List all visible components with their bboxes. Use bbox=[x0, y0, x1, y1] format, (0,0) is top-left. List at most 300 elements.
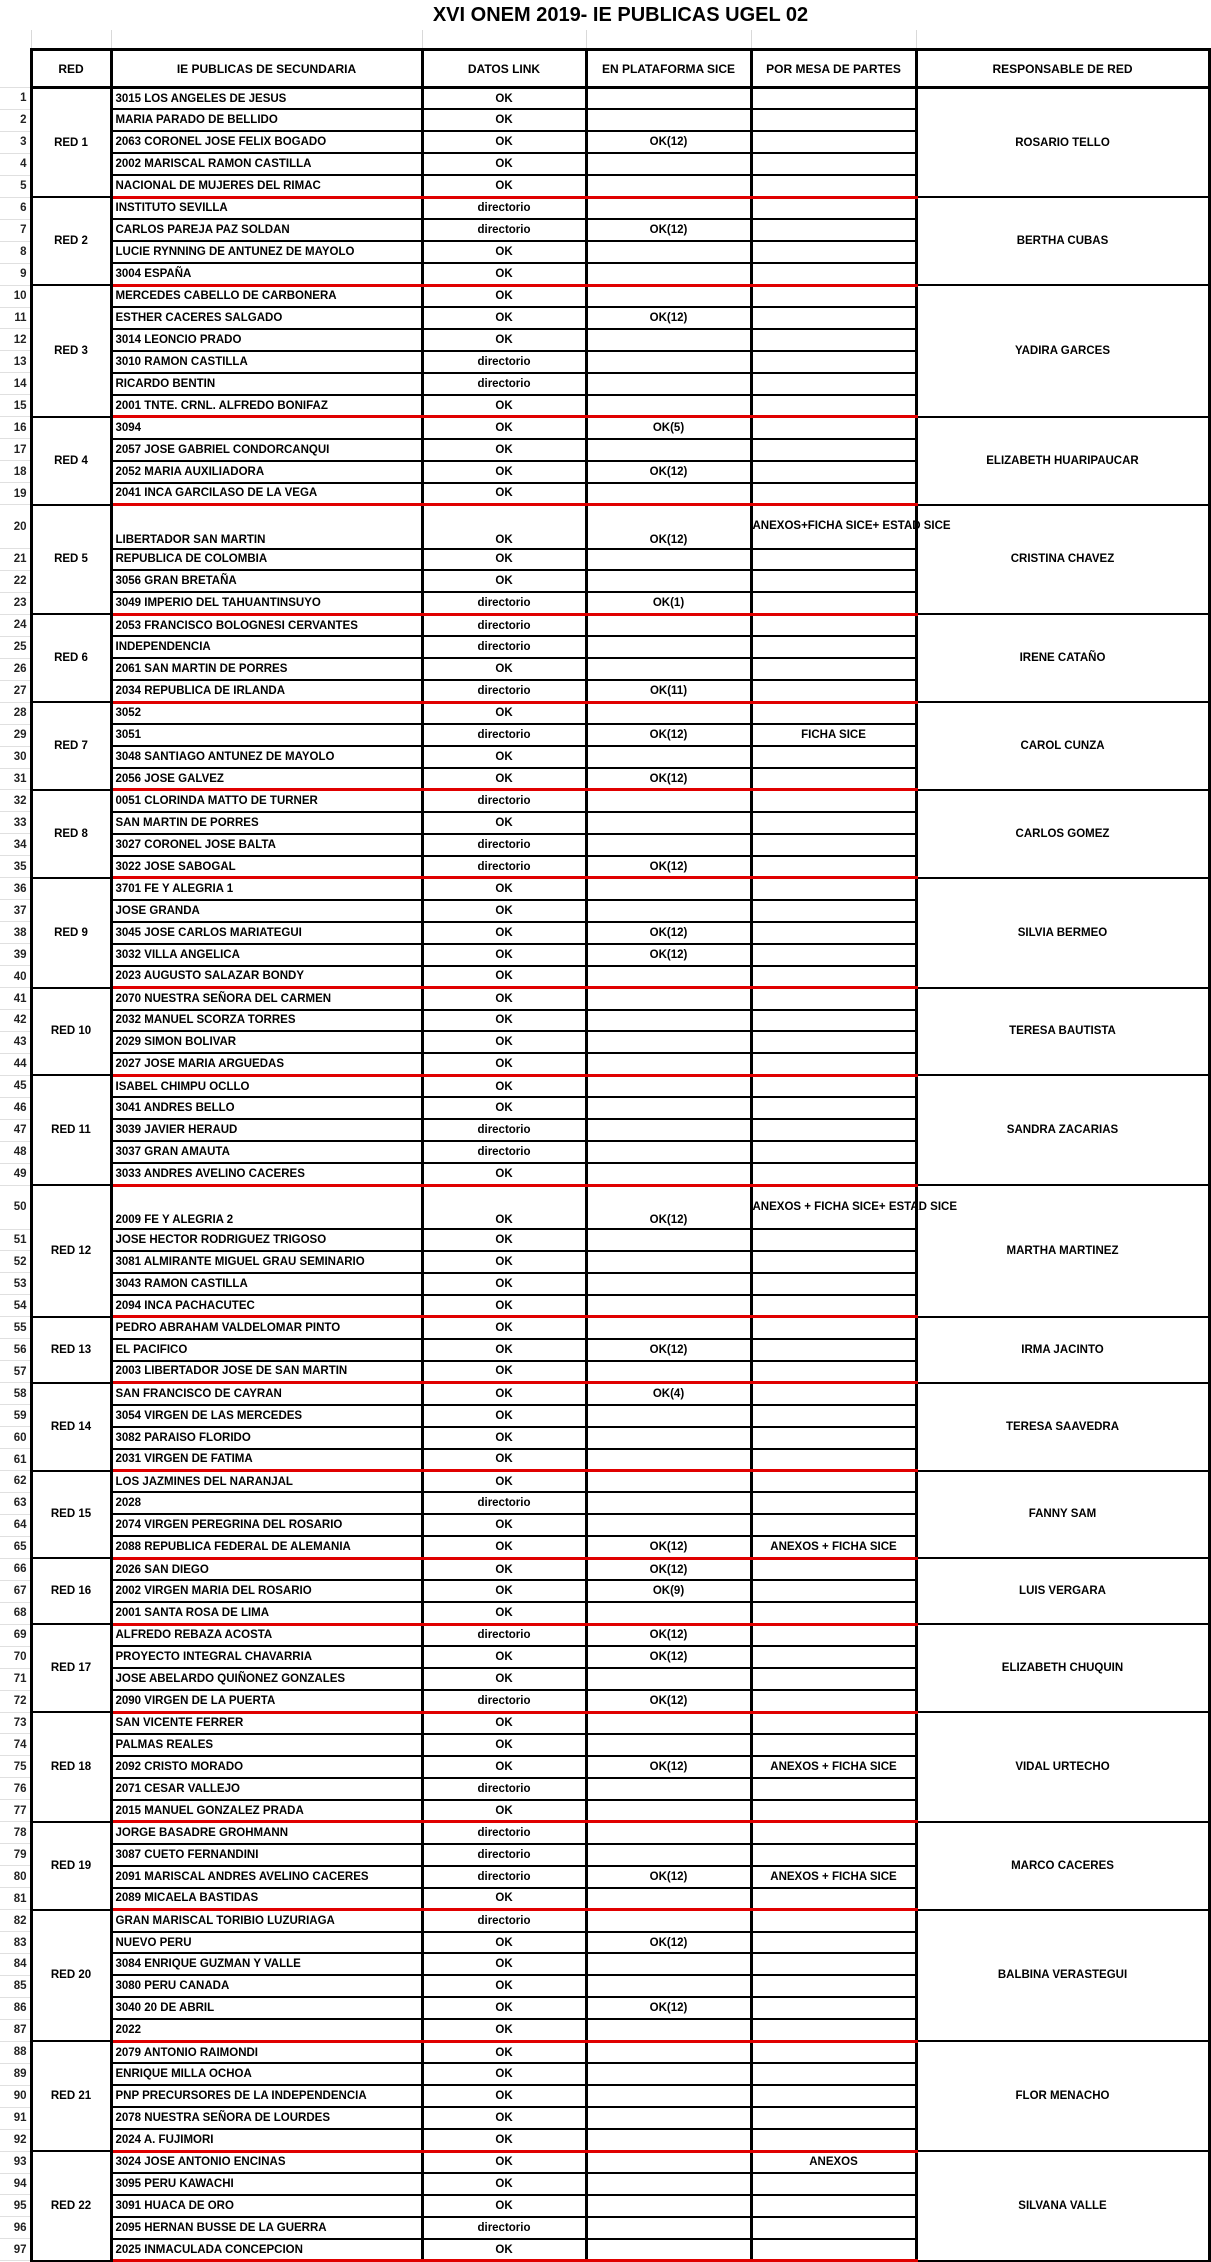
plataforma-sice-cell[interactable] bbox=[586, 263, 751, 285]
plataforma-sice-cell[interactable] bbox=[586, 1953, 751, 1975]
mesa-partes-cell[interactable] bbox=[751, 1383, 916, 1405]
mesa-partes-cell[interactable] bbox=[751, 1405, 916, 1427]
school-cell[interactable]: PEDRO ABRAHAM VALDELOMAR PINTO bbox=[111, 1317, 422, 1339]
datos-link-cell[interactable]: directorio bbox=[422, 592, 586, 614]
mesa-partes-cell[interactable] bbox=[751, 1558, 916, 1580]
plataforma-sice-cell[interactable] bbox=[586, 1295, 751, 1317]
datos-link-cell[interactable]: OK bbox=[422, 263, 586, 285]
plataforma-sice-cell[interactable] bbox=[586, 109, 751, 131]
mesa-partes-cell[interactable] bbox=[751, 746, 916, 768]
school-cell[interactable]: 2090 VIRGEN DE LA PUERTA bbox=[111, 1690, 422, 1712]
datos-link-cell[interactable]: OK bbox=[422, 1756, 586, 1778]
mesa-partes-cell[interactable] bbox=[751, 1251, 916, 1273]
datos-link-cell[interactable]: OK bbox=[422, 395, 586, 417]
plataforma-sice-cell[interactable] bbox=[586, 1427, 751, 1449]
datos-link-cell[interactable]: OK bbox=[422, 878, 586, 900]
plataforma-sice-cell[interactable] bbox=[586, 1844, 751, 1866]
datos-link-cell[interactable]: OK bbox=[422, 944, 586, 966]
mesa-partes-cell[interactable]: ANEXOS + FICHA SICE bbox=[751, 1536, 916, 1558]
datos-link-cell[interactable]: OK bbox=[422, 1953, 586, 1975]
mesa-partes-cell[interactable] bbox=[751, 922, 916, 944]
responsable-cell[interactable]: TERESA BAUTISTA bbox=[916, 988, 1209, 1076]
mesa-partes-cell[interactable] bbox=[751, 1910, 916, 1932]
school-cell[interactable]: 0051 CLORINDA MATTO DE TURNER bbox=[111, 790, 422, 812]
red-cell[interactable]: RED 11 bbox=[31, 1075, 111, 1185]
mesa-partes-cell[interactable] bbox=[751, 153, 916, 175]
plataforma-sice-cell[interactable] bbox=[586, 1405, 751, 1427]
mesa-partes-cell[interactable] bbox=[751, 109, 916, 131]
responsable-cell[interactable]: YADIRA GARCES bbox=[916, 285, 1209, 417]
mesa-partes-cell[interactable] bbox=[751, 1317, 916, 1339]
mesa-partes-cell[interactable] bbox=[751, 636, 916, 658]
responsable-cell[interactable]: SILVIA BERMEO bbox=[916, 878, 1209, 988]
plataforma-sice-cell[interactable] bbox=[586, 197, 751, 219]
mesa-partes-cell[interactable] bbox=[751, 1580, 916, 1602]
plataforma-sice-cell[interactable] bbox=[586, 1471, 751, 1493]
datos-link-cell[interactable]: OK bbox=[422, 2173, 586, 2195]
responsable-cell[interactable]: TERESA SAAVEDRA bbox=[916, 1383, 1209, 1471]
school-cell[interactable]: INDEPENDENCIA bbox=[111, 636, 422, 658]
plataforma-sice-cell[interactable] bbox=[586, 1734, 751, 1756]
school-cell[interactable]: 2032 MANUEL SCORZA TORRES bbox=[111, 1010, 422, 1032]
plataforma-sice-cell[interactable] bbox=[586, 1097, 751, 1119]
mesa-partes-cell[interactable] bbox=[751, 812, 916, 834]
plataforma-sice-cell[interactable]: OK(12) bbox=[586, 724, 751, 746]
header-red[interactable]: RED bbox=[31, 50, 111, 88]
school-cell[interactable]: 2052 MARIA AUXILIADORA bbox=[111, 461, 422, 483]
mesa-partes-cell[interactable] bbox=[751, 966, 916, 988]
red-cell[interactable]: RED 7 bbox=[31, 702, 111, 790]
datos-link-cell[interactable]: OK bbox=[422, 2085, 586, 2107]
school-cell[interactable]: 3043 RAMON CASTILLA bbox=[111, 1273, 422, 1295]
datos-link-cell[interactable]: directorio bbox=[422, 834, 586, 856]
mesa-partes-cell[interactable] bbox=[751, 549, 916, 571]
datos-link-cell[interactable]: directorio bbox=[422, 1844, 586, 1866]
school-cell[interactable]: 3051 bbox=[111, 724, 422, 746]
school-cell[interactable]: 3040 20 DE ABRIL bbox=[111, 1997, 422, 2019]
datos-link-cell[interactable]: directorio bbox=[422, 2217, 586, 2239]
mesa-partes-cell[interactable] bbox=[751, 1602, 916, 1624]
mesa-partes-cell[interactable] bbox=[751, 1932, 916, 1954]
plataforma-sice-cell[interactable]: OK(12) bbox=[586, 1646, 751, 1668]
school-cell[interactable]: EL PACIFICO bbox=[111, 1339, 422, 1361]
mesa-partes-cell[interactable] bbox=[751, 1514, 916, 1536]
datos-link-cell[interactable]: OK bbox=[422, 1888, 586, 1910]
mesa-partes-cell[interactable] bbox=[751, 592, 916, 614]
school-cell[interactable]: 2092 CRISTO MORADO bbox=[111, 1756, 422, 1778]
red-cell[interactable]: RED 22 bbox=[31, 2151, 111, 2261]
school-cell[interactable]: 2003 LIBERTADOR JOSE DE SAN MARTIN bbox=[111, 1361, 422, 1383]
school-cell[interactable]: 3048 SANTIAGO ANTUNEZ DE MAYOLO bbox=[111, 746, 422, 768]
header-school[interactable]: IE PUBLICAS DE SECUNDARIA bbox=[111, 50, 422, 88]
plataforma-sice-cell[interactable]: OK(12) bbox=[586, 1339, 751, 1361]
responsable-cell[interactable]: CAROL CUNZA bbox=[916, 702, 1209, 790]
plataforma-sice-cell[interactable]: OK(12) bbox=[586, 307, 751, 329]
mesa-partes-cell[interactable] bbox=[751, 1471, 916, 1493]
plataforma-sice-cell[interactable]: OK(12) bbox=[586, 856, 751, 878]
mesa-partes-cell[interactable] bbox=[751, 1492, 916, 1514]
school-cell[interactable]: 2071 CESAR VALLEJO bbox=[111, 1778, 422, 1800]
mesa-partes-cell[interactable] bbox=[751, 988, 916, 1010]
responsable-cell[interactable]: IRMA JACINTO bbox=[916, 1317, 1209, 1383]
responsable-cell[interactable]: BERTHA CUBAS bbox=[916, 197, 1209, 285]
datos-link-cell[interactable]: OK bbox=[422, 1010, 586, 1032]
responsable-cell[interactable]: MARTHA MARTINEZ bbox=[916, 1185, 1209, 1317]
header-responsable[interactable]: RESPONSABLE DE RED bbox=[916, 50, 1209, 88]
mesa-partes-cell[interactable] bbox=[751, 1010, 916, 1032]
datos-link-cell[interactable]: OK bbox=[422, 1558, 586, 1580]
datos-link-cell[interactable]: OK bbox=[422, 549, 586, 571]
plataforma-sice-cell[interactable] bbox=[586, 966, 751, 988]
red-cell[interactable]: RED 19 bbox=[31, 1822, 111, 1910]
school-cell[interactable]: 3087 CUETO FERNANDINI bbox=[111, 1844, 422, 1866]
plataforma-sice-cell[interactable] bbox=[586, 1449, 751, 1471]
plataforma-sice-cell[interactable]: OK(9) bbox=[586, 1580, 751, 1602]
school-cell[interactable]: 2088 REPUBLICA FEDERAL DE ALEMANIA bbox=[111, 1536, 422, 1558]
datos-link-cell[interactable]: OK bbox=[422, 1031, 586, 1053]
datos-link-cell[interactable]: OK bbox=[422, 922, 586, 944]
plataforma-sice-cell[interactable] bbox=[586, 1031, 751, 1053]
school-cell[interactable]: 2002 VIRGEN MARIA DEL ROSARIO bbox=[111, 1580, 422, 1602]
mesa-partes-cell[interactable] bbox=[751, 856, 916, 878]
datos-link-cell[interactable]: OK bbox=[422, 2107, 586, 2129]
plataforma-sice-cell[interactable]: OK(12) bbox=[586, 131, 751, 153]
datos-link-cell[interactable]: directorio bbox=[422, 1492, 586, 1514]
datos-link-cell[interactable]: OK bbox=[422, 812, 586, 834]
plataforma-sice-cell[interactable] bbox=[586, 241, 751, 263]
header-mesa-partes[interactable]: POR MESA DE PARTES bbox=[751, 50, 916, 88]
school-cell[interactable]: PALMAS REALES bbox=[111, 1734, 422, 1756]
mesa-partes-cell[interactable] bbox=[751, 1229, 916, 1251]
plataforma-sice-cell[interactable] bbox=[586, 2129, 751, 2151]
plataforma-sice-cell[interactable]: OK(5) bbox=[586, 417, 751, 439]
mesa-partes-cell[interactable] bbox=[751, 88, 916, 110]
school-cell[interactable]: 3010 RAMON CASTILLA bbox=[111, 351, 422, 373]
datos-link-cell[interactable]: directorio bbox=[422, 724, 586, 746]
datos-link-cell[interactable]: directorio bbox=[422, 351, 586, 373]
red-cell[interactable]: RED 18 bbox=[31, 1712, 111, 1822]
school-cell[interactable]: 3032 VILLA ANGELICA bbox=[111, 944, 422, 966]
plataforma-sice-cell[interactable]: OK(12) bbox=[586, 1558, 751, 1580]
school-cell[interactable]: 2001 TNTE. CRNL. ALFREDO BONIFAZ bbox=[111, 395, 422, 417]
plataforma-sice-cell[interactable] bbox=[586, 2151, 751, 2173]
school-cell[interactable]: 3052 bbox=[111, 702, 422, 724]
plataforma-sice-cell[interactable]: OK(12) bbox=[586, 1536, 751, 1558]
school-cell[interactable]: 2056 JOSE GALVEZ bbox=[111, 768, 422, 790]
mesa-partes-cell[interactable]: FICHA SICE bbox=[751, 724, 916, 746]
plataforma-sice-cell[interactable]: OK(12) bbox=[586, 944, 751, 966]
datos-link-cell[interactable]: OK bbox=[422, 1580, 586, 1602]
mesa-partes-cell[interactable] bbox=[751, 417, 916, 439]
plataforma-sice-cell[interactable]: OK(12) bbox=[586, 922, 751, 944]
mesa-partes-cell[interactable] bbox=[751, 1053, 916, 1075]
school-cell[interactable]: 2024 A. FUJIMORI bbox=[111, 2129, 422, 2151]
plataforma-sice-cell[interactable] bbox=[586, 614, 751, 636]
plataforma-sice-cell[interactable] bbox=[586, 746, 751, 768]
plataforma-sice-cell[interactable]: OK(12) bbox=[586, 461, 751, 483]
school-cell[interactable]: NACIONAL DE MUJERES DEL RIMAC bbox=[111, 175, 422, 197]
school-cell[interactable]: MARIA PARADO DE BELLIDO bbox=[111, 109, 422, 131]
datos-link-cell[interactable]: OK bbox=[422, 1646, 586, 1668]
plataforma-sice-cell[interactable] bbox=[586, 483, 751, 505]
school-cell[interactable]: ISABEL CHIMPU OCLLO bbox=[111, 1075, 422, 1097]
datos-link-cell[interactable]: OK bbox=[422, 1734, 586, 1756]
school-cell[interactable]: 3027 CORONEL JOSE BALTA bbox=[111, 834, 422, 856]
datos-link-cell[interactable]: OK bbox=[422, 702, 586, 724]
mesa-partes-cell[interactable] bbox=[751, 1668, 916, 1690]
datos-link-cell[interactable]: OK bbox=[422, 241, 586, 263]
mesa-partes-cell[interactable] bbox=[751, 2239, 916, 2261]
datos-link-cell[interactable]: OK bbox=[422, 1185, 586, 1229]
school-cell[interactable]: GRAN MARISCAL TORIBIO LUZURIAGA bbox=[111, 1910, 422, 1932]
red-cell[interactable]: RED 12 bbox=[31, 1185, 111, 1317]
school-cell[interactable]: 2091 MARISCAL ANDRES AVELINO CACERES bbox=[111, 1866, 422, 1888]
mesa-partes-cell[interactable] bbox=[751, 878, 916, 900]
plataforma-sice-cell[interactable] bbox=[586, 1514, 751, 1536]
datos-link-cell[interactable]: OK bbox=[422, 1317, 586, 1339]
datos-link-cell[interactable]: directorio bbox=[422, 373, 586, 395]
mesa-partes-cell[interactable] bbox=[751, 2107, 916, 2129]
plataforma-sice-cell[interactable] bbox=[586, 1492, 751, 1514]
mesa-partes-cell[interactable] bbox=[751, 1449, 916, 1471]
school-cell[interactable]: JOSE ABELARDO QUIÑONEZ GONZALES bbox=[111, 1668, 422, 1690]
plataforma-sice-cell[interactable] bbox=[586, 834, 751, 856]
red-cell[interactable]: RED 16 bbox=[31, 1558, 111, 1624]
datos-link-cell[interactable]: OK bbox=[422, 1514, 586, 1536]
datos-link-cell[interactable]: OK bbox=[422, 1997, 586, 2019]
plataforma-sice-cell[interactable] bbox=[586, 702, 751, 724]
school-cell[interactable]: 3080 PERU CANADA bbox=[111, 1975, 422, 1997]
red-cell[interactable]: RED 9 bbox=[31, 878, 111, 988]
mesa-partes-cell[interactable] bbox=[751, 1031, 916, 1053]
mesa-partes-cell[interactable] bbox=[751, 1953, 916, 1975]
school-cell[interactable]: 2095 HERNAN BUSSE DE LA GUERRA bbox=[111, 2217, 422, 2239]
mesa-partes-cell[interactable] bbox=[751, 1295, 916, 1317]
plataforma-sice-cell[interactable] bbox=[586, 1778, 751, 1800]
datos-link-cell[interactable]: OK bbox=[422, 2063, 586, 2085]
datos-link-cell[interactable]: directorio bbox=[422, 1778, 586, 1800]
datos-link-cell[interactable]: OK bbox=[422, 1273, 586, 1295]
mesa-partes-cell[interactable] bbox=[751, 1888, 916, 1910]
plataforma-sice-cell[interactable] bbox=[586, 1273, 751, 1295]
mesa-partes-cell[interactable] bbox=[751, 329, 916, 351]
school-cell[interactable]: 2015 MANUEL GONZALEZ PRADA bbox=[111, 1800, 422, 1822]
mesa-partes-cell[interactable] bbox=[751, 175, 916, 197]
mesa-partes-cell[interactable] bbox=[751, 461, 916, 483]
plataforma-sice-cell[interactable] bbox=[586, 373, 751, 395]
mesa-partes-cell[interactable]: ANEXOS + FICHA SICE bbox=[751, 1756, 916, 1778]
datos-link-cell[interactable]: OK bbox=[422, 2129, 586, 2151]
responsable-cell[interactable]: ROSARIO TELLO bbox=[916, 88, 1209, 198]
mesa-partes-cell[interactable] bbox=[751, 1822, 916, 1844]
school-cell[interactable]: 3081 ALMIRANTE MIGUEL GRAU SEMINARIO bbox=[111, 1251, 422, 1273]
school-cell[interactable]: 3056 GRAN BRETAÑA bbox=[111, 570, 422, 592]
mesa-partes-cell[interactable] bbox=[751, 614, 916, 636]
datos-link-cell[interactable]: OK bbox=[422, 900, 586, 922]
school-cell[interactable]: SAN FRANCISCO DE CAYRAN bbox=[111, 1383, 422, 1405]
mesa-partes-cell[interactable] bbox=[751, 1800, 916, 1822]
plataforma-sice-cell[interactable] bbox=[586, 2173, 751, 2195]
school-cell[interactable]: JORGE BASADRE GROHMANN bbox=[111, 1822, 422, 1844]
school-cell[interactable]: 2078 NUESTRA SEÑORA DE LOURDES bbox=[111, 2107, 422, 2129]
plataforma-sice-cell[interactable] bbox=[586, 900, 751, 922]
school-cell[interactable]: 3095 PERU KAWACHI bbox=[111, 2173, 422, 2195]
plataforma-sice-cell[interactable] bbox=[586, 2063, 751, 2085]
plataforma-sice-cell[interactable] bbox=[586, 351, 751, 373]
school-cell[interactable]: 2061 SAN MARTIN DE PORRES bbox=[111, 658, 422, 680]
plataforma-sice-cell[interactable] bbox=[586, 1888, 751, 1910]
red-cell[interactable]: RED 1 bbox=[31, 88, 111, 198]
plataforma-sice-cell[interactable]: OK(12) bbox=[586, 1185, 751, 1229]
school-cell[interactable]: 2053 FRANCISCO BOLOGNESI CERVANTES bbox=[111, 614, 422, 636]
school-cell[interactable]: 3024 JOSE ANTONIO ENCINAS bbox=[111, 2151, 422, 2173]
datos-link-cell[interactable]: OK bbox=[422, 1536, 586, 1558]
datos-link-cell[interactable]: OK bbox=[422, 131, 586, 153]
mesa-partes-cell[interactable] bbox=[751, 834, 916, 856]
plataforma-sice-cell[interactable] bbox=[586, 1317, 751, 1339]
plataforma-sice-cell[interactable] bbox=[586, 1602, 751, 1624]
datos-link-cell[interactable]: directorio bbox=[422, 197, 586, 219]
plataforma-sice-cell[interactable] bbox=[586, 790, 751, 812]
plataforma-sice-cell[interactable] bbox=[586, 812, 751, 834]
school-cell[interactable]: INSTITUTO SEVILLA bbox=[111, 197, 422, 219]
red-cell[interactable]: RED 10 bbox=[31, 988, 111, 1076]
mesa-partes-cell[interactable] bbox=[751, 2195, 916, 2217]
school-cell[interactable]: 3094 bbox=[111, 417, 422, 439]
datos-link-cell[interactable]: OK bbox=[422, 1405, 586, 1427]
datos-link-cell[interactable]: directorio bbox=[422, 219, 586, 241]
datos-link-cell[interactable]: OK bbox=[422, 2239, 586, 2261]
school-cell[interactable]: 2023 AUGUSTO SALAZAR BONDY bbox=[111, 966, 422, 988]
mesa-partes-cell[interactable] bbox=[751, 1097, 916, 1119]
datos-link-cell[interactable]: OK bbox=[422, 329, 586, 351]
plataforma-sice-cell[interactable] bbox=[586, 1163, 751, 1185]
mesa-partes-cell[interactable] bbox=[751, 1646, 916, 1668]
responsable-cell[interactable]: CRISTINA CHAVEZ bbox=[916, 505, 1209, 615]
datos-link-cell[interactable]: OK bbox=[422, 483, 586, 505]
red-cell[interactable]: RED 15 bbox=[31, 1471, 111, 1559]
school-cell[interactable]: 2028 bbox=[111, 1492, 422, 1514]
datos-link-cell[interactable]: OK bbox=[422, 1383, 586, 1405]
responsable-cell[interactable]: FLOR MENACHO bbox=[916, 2041, 1209, 2151]
school-cell[interactable]: 2063 CORONEL JOSE FELIX BOGADO bbox=[111, 131, 422, 153]
datos-link-cell[interactable]: OK bbox=[422, 505, 586, 549]
school-cell[interactable]: PROYECTO INTEGRAL CHAVARRIA bbox=[111, 1646, 422, 1668]
plataforma-sice-cell[interactable] bbox=[586, 285, 751, 307]
plataforma-sice-cell[interactable] bbox=[586, 2085, 751, 2107]
plataforma-sice-cell[interactable] bbox=[586, 1712, 751, 1734]
mesa-partes-cell[interactable] bbox=[751, 1141, 916, 1163]
plataforma-sice-cell[interactable] bbox=[586, 1361, 751, 1383]
responsable-cell[interactable]: ELIZABETH CHUQUIN bbox=[916, 1624, 1209, 1712]
mesa-partes-cell[interactable] bbox=[751, 2019, 916, 2041]
plataforma-sice-cell[interactable] bbox=[586, 2019, 751, 2041]
mesa-partes-cell[interactable] bbox=[751, 307, 916, 329]
plataforma-sice-cell[interactable]: OK(12) bbox=[586, 1690, 751, 1712]
school-cell[interactable]: 3014 LEONCIO PRADO bbox=[111, 329, 422, 351]
mesa-partes-cell[interactable] bbox=[751, 2085, 916, 2107]
school-cell[interactable]: 3041 ANDRES BELLO bbox=[111, 1097, 422, 1119]
datos-link-cell[interactable]: OK bbox=[422, 109, 586, 131]
mesa-partes-cell[interactable] bbox=[751, 1339, 916, 1361]
plataforma-sice-cell[interactable] bbox=[586, 570, 751, 592]
plataforma-sice-cell[interactable]: OK(12) bbox=[586, 1624, 751, 1646]
mesa-partes-cell[interactable] bbox=[751, 790, 916, 812]
header-plataforma-sice[interactable]: EN PLATAFORMA SICE bbox=[586, 50, 751, 88]
mesa-partes-cell[interactable] bbox=[751, 1361, 916, 1383]
datos-link-cell[interactable]: OK bbox=[422, 1932, 586, 1954]
responsable-cell[interactable]: FANNY SAM bbox=[916, 1471, 1209, 1559]
datos-link-cell[interactable]: OK bbox=[422, 439, 586, 461]
responsable-cell[interactable]: ELIZABETH HUARIPAUCAR bbox=[916, 417, 1209, 505]
datos-link-cell[interactable]: OK bbox=[422, 1229, 586, 1251]
mesa-partes-cell[interactable] bbox=[751, 658, 916, 680]
datos-link-cell[interactable]: directorio bbox=[422, 1690, 586, 1712]
red-cell[interactable]: RED 20 bbox=[31, 1910, 111, 2042]
plataforma-sice-cell[interactable] bbox=[586, 1119, 751, 1141]
mesa-partes-cell[interactable] bbox=[751, 1734, 916, 1756]
school-cell[interactable]: REPUBLICA DE COLOMBIA bbox=[111, 549, 422, 571]
school-cell[interactable]: SAN MARTIN DE PORRES bbox=[111, 812, 422, 834]
mesa-partes-cell[interactable] bbox=[751, 351, 916, 373]
mesa-partes-cell[interactable] bbox=[751, 1690, 916, 1712]
datos-link-cell[interactable]: directorio bbox=[422, 856, 586, 878]
mesa-partes-cell[interactable] bbox=[751, 944, 916, 966]
mesa-partes-cell[interactable] bbox=[751, 285, 916, 307]
school-cell[interactable]: 3033 ANDRES AVELINO CACERES bbox=[111, 1163, 422, 1185]
school-cell[interactable]: 2074 VIRGEN PEREGRINA DEL ROSARIO bbox=[111, 1514, 422, 1536]
school-cell[interactable]: NUEVO PERU bbox=[111, 1932, 422, 1954]
datos-link-cell[interactable]: OK bbox=[422, 2019, 586, 2041]
datos-link-cell[interactable]: OK bbox=[422, 417, 586, 439]
datos-link-cell[interactable]: OK bbox=[422, 1075, 586, 1097]
datos-link-cell[interactable]: OK bbox=[422, 1251, 586, 1273]
red-cell[interactable]: RED 21 bbox=[31, 2041, 111, 2151]
school-cell[interactable]: PNP PRECURSORES DE LA INDEPENDENCIA bbox=[111, 2085, 422, 2107]
datos-link-cell[interactable]: directorio bbox=[422, 790, 586, 812]
plataforma-sice-cell[interactable] bbox=[586, 2195, 751, 2217]
plataforma-sice-cell[interactable] bbox=[586, 878, 751, 900]
plataforma-sice-cell[interactable] bbox=[586, 1910, 751, 1932]
plataforma-sice-cell[interactable] bbox=[586, 1075, 751, 1097]
responsable-cell[interactable]: VIDAL URTECHO bbox=[916, 1712, 1209, 1822]
mesa-partes-cell[interactable] bbox=[751, 1975, 916, 1997]
datos-link-cell[interactable]: directorio bbox=[422, 1910, 586, 1932]
mesa-partes-cell[interactable]: ANEXOS + FICHA SICE bbox=[751, 1866, 916, 1888]
mesa-partes-cell[interactable]: ANEXOS bbox=[751, 2151, 916, 2173]
datos-link-cell[interactable]: OK bbox=[422, 1449, 586, 1471]
datos-link-cell[interactable]: OK bbox=[422, 285, 586, 307]
school-cell[interactable]: 2009 FE Y ALEGRIA 2 bbox=[111, 1185, 422, 1229]
datos-link-cell[interactable]: OK bbox=[422, 1163, 586, 1185]
mesa-partes-cell[interactable] bbox=[751, 1778, 916, 1800]
school-cell[interactable]: 2094 INCA PACHACUTEC bbox=[111, 1295, 422, 1317]
school-cell[interactable]: 3015 LOS ANGELES DE JESUS bbox=[111, 88, 422, 110]
datos-link-cell[interactable]: OK bbox=[422, 1053, 586, 1075]
plataforma-sice-cell[interactable] bbox=[586, 175, 751, 197]
plataforma-sice-cell[interactable] bbox=[586, 1010, 751, 1032]
plataforma-sice-cell[interactable] bbox=[586, 1141, 751, 1163]
school-cell[interactable]: 2022 bbox=[111, 2019, 422, 2041]
mesa-partes-cell[interactable] bbox=[751, 768, 916, 790]
school-cell[interactable]: 2001 SANTA ROSA DE LIMA bbox=[111, 1602, 422, 1624]
school-cell[interactable]: 2025 INMACULADA CONCEPCION bbox=[111, 2239, 422, 2261]
red-cell[interactable]: RED 5 bbox=[31, 505, 111, 615]
school-cell[interactable]: 3054 VIRGEN DE LAS MERCEDES bbox=[111, 1405, 422, 1427]
responsable-cell[interactable]: IRENE CATAÑO bbox=[916, 614, 1209, 702]
mesa-partes-cell[interactable] bbox=[751, 197, 916, 219]
mesa-partes-cell[interactable] bbox=[751, 241, 916, 263]
